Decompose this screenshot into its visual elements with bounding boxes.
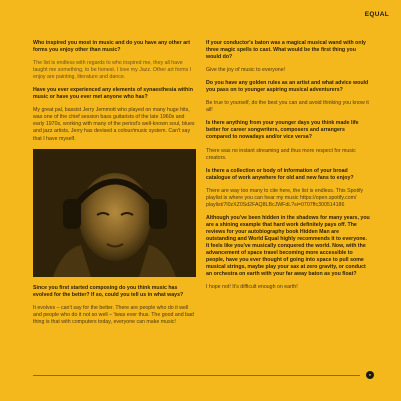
question: Who inspired you most in music and do you have any other art forms you enjoy other than music? — [33, 40, 190, 54]
answer: I hope not! It's difficult enough on earth! — [206, 284, 298, 291]
question: Do you have any golden rules as an artist and what advice would you pass on to younger aspiring musical adventurers? — [206, 80, 369, 94]
question: Is there a collection or body of information of your broad catalogue of work anywhere for old and new fans to enjoy? — [206, 167, 354, 181]
magazine-logo: EQUAL — [364, 11, 389, 18]
question: If your conductor's baton was a magical musical wand with only three magic spells to cast. What would be the first thing you would do? — [206, 40, 366, 61]
question: Although you've been hidden in the shadows for many years, you are a shining example that hard work definitely pays off. The reviews for your autobiography book Hidden Man are outstanding and World Equal highly recommends it to everyone. It feels like you've musically conquered the world. Now, with the advancement of space travel becoming more accessible to people, have you ever thought of going into space to pull some musical strings, maybe play your sax at zero gravity, or conduct an orchestra on earth with your far away baton as you float? — [206, 214, 370, 278]
right-column — [206, 40, 370, 297]
question: Have you ever experienced any elements of synaesthesia within music or have you ever met anyone who has? — [33, 87, 193, 101]
answer: Be true to yourself, do the best you can and avoid thinking you know it all! — [206, 100, 369, 114]
answer: It evolves – can't say for the better. There are people who do it well and people who do it not so well – 'twas ever thus. The good and bad thing is that with computers today, everyone can make music! — [33, 304, 194, 325]
answer: Give the joy of music to everyone! — [206, 67, 286, 74]
portrait-photo — [33, 149, 196, 277]
answer: My great pal, bassist Jerry Jemmott who played on many huge hits, was one of the chief session bass guitarists of the late 1960s and early 1970s, working with many of the period's well-known soul, blues and jazz artists, Jerry has devised a colour/music system. Can't say that I have myself. — [33, 107, 195, 142]
page-number-badge: ● — [366, 371, 374, 379]
answer: There are way too many to cite here, the list is endless. This Spotify playlist is where you can hear my music https://open.spotify.com/ playlist/7l0zXZ0Sd2FAQ8LBcJWFdL?si=0707ffc300514186 — [206, 187, 364, 208]
question: Since you first started composing do you think music has evolved for the better? If so, could you tell us in what ways? — [33, 284, 184, 298]
left-column — [33, 40, 196, 332]
footer-divider — [33, 375, 360, 376]
answer: The list is endless with regards to who inspired me, they all have taught me something, to be honest. I love my Jazz. Other art forms I enjoy are painting, literature and dance. — [33, 60, 192, 81]
portrait-with-headphones-icon — [33, 149, 196, 277]
answer: There was no instant streaming and thus more respect for music creators. — [206, 147, 356, 161]
question: Is there anything from your younger days you think made life better for career songwriters, composers and arrangers compared to nowadays and/or vice versa? — [206, 120, 359, 141]
